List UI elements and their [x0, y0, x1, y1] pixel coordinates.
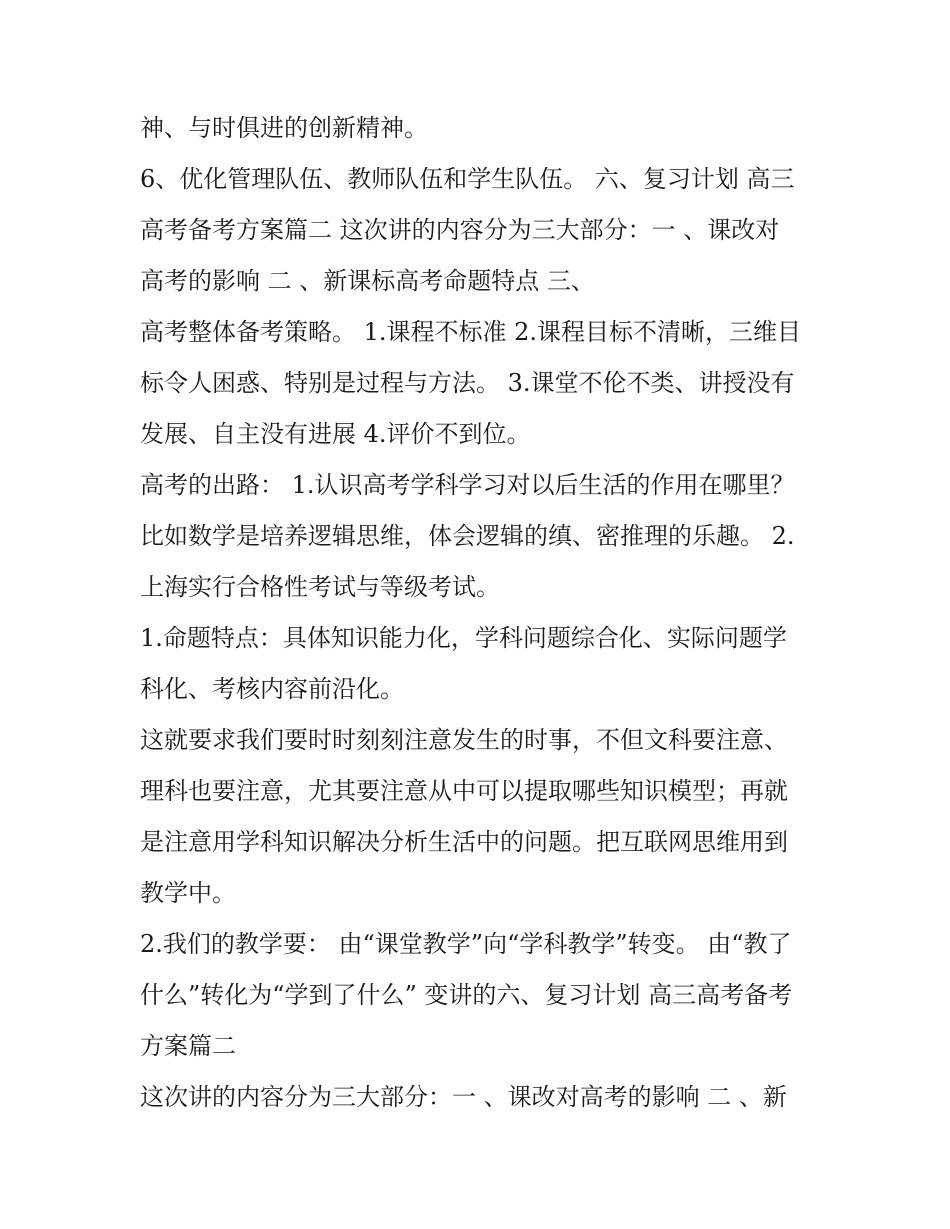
text-line: 是注意用学科知识解决分析生活中的问题。把互联网思维用到 — [140, 828, 788, 856]
text-line: 标令人困惑、特别是过程与方法。 3.课堂不伦不类、讲授没有 — [140, 369, 795, 397]
text-line: 2.我们的教学要： 由“课堂教学”向“学科教学”转变。 由“教了 — [140, 930, 792, 958]
text-line: 方案篇二 — [140, 1032, 236, 1060]
text-line: 教学中。 — [140, 879, 236, 907]
text-line: 理科也要注意，尤其要注意从中可以提取哪些知识模型；再就 — [140, 777, 788, 805]
text-line: 这就要求我们要时时刻刻注意发生的时事，不但文科要注意、 — [140, 726, 788, 754]
text-line: 1.命题特点：具体知识能力化，学科问题综合化、实际问题学 — [140, 624, 787, 652]
text-line: 发展、自主没有进展 4.评价不到位。 — [140, 420, 531, 448]
text-line: 这次讲的内容分为三大部分：一 、课改对高考的影响 二 、新 — [140, 1083, 787, 1111]
text-line: 高考的影响 二 、新课标高考命题特点 三、 — [140, 267, 595, 295]
text-line: 高考的出路： 1.认识高考学科学习对以后生活的作用在哪里？ — [140, 471, 795, 499]
text-line: 科化、考核内容前沿化。 — [140, 675, 404, 703]
text-line: 6、优化管理队伍、教师队伍和学生队伍。 六、复习计划 高三 — [140, 165, 795, 193]
text-line: 高考整体备考策略。 1.课程不标准 2.课程目标不清晰，三维目 — [140, 318, 802, 346]
text-line: 神、与时俱进的创新精神。 — [140, 114, 428, 142]
text-line: 高考备考方案篇二 这次讲的内容分为三大部分：一 、课改对 — [140, 216, 780, 244]
text-line: 比如数学是培养逻辑思维，体会逻辑的缜、密推理的乐趣。 2. — [140, 522, 795, 550]
text-line: 什么”转化为“学到了什么” 变讲的六、复习计划 高三高考备考 — [140, 981, 793, 1009]
text-line: 上海实行合格性考试与等级考试。 — [140, 573, 500, 601]
